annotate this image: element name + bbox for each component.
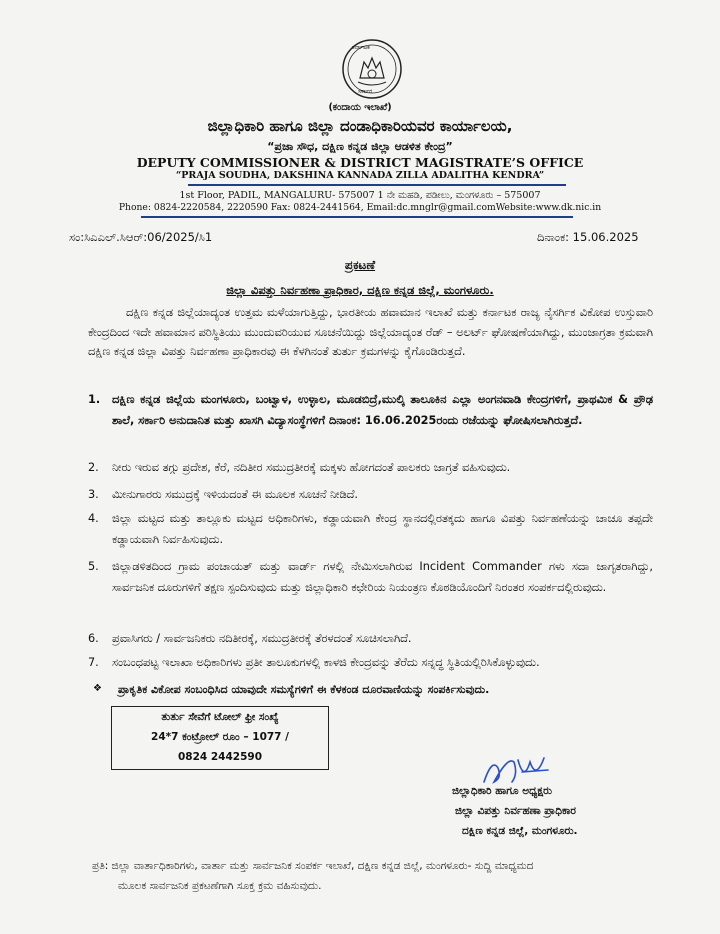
reference-number: ಸಂ:ಸಿಎಎಲ್.ಸಿಆರ್:06/2025/ಸಿ1: [69, 230, 213, 244]
helpline-box: [111, 706, 329, 770]
item-number-4: 4.: [88, 512, 99, 525]
office-floor-address: 1st Floor, PADIL, MANGALURU- 575007 1 ನೇ ಮಹಡಿ, ಪಡೀಲು, ಮಂಗಳೂರು – 575007: [179, 190, 541, 201]
item-number-1: 1.: [88, 393, 101, 406]
notice-item-3: ಮೀನುಗಾರರು ಸಮುದ್ರಕ್ಕೆ ಇಳಿಯದಂತೆ ಈ ಮೂಲಕ ಸೂಚನೆ ನೀಡಿದೆ.: [112, 488, 359, 501]
signature-scribble: [478, 752, 558, 788]
header-rule-bottom: [141, 216, 573, 218]
item-number-5: 5.: [88, 560, 99, 573]
signatory-location: ದಕ್ಷಿಣ ಕನ್ನಡ ಜಿಲ್ಲೆ, ಮಂಗಳೂರು.: [462, 825, 578, 837]
notice-item-7: ಸಂಬಂಧಪಟ್ಟ ಇಲಾಖಾ ಅಧಿಕಾರಿಗಳು ಪ್ರತೀ ತಾಲೂಕುಗಳಲ್ಲಿ ಕಾಳಜಿ ಕೇಂದ್ರವನ್ನು ತೆರೆದು ಸನ್ನದ್ಧ ಸ್ಥಿತಿಯಲ್ಲಿರಿಸಿಕೊಳ್ಳುವುದು.: [112, 656, 540, 669]
office-contact: Phone: 0824-2220584, 2220590 Fax: 0824-2441564, Email:dc.mnglr@gmail.comWebsite:www.dk.nic.in: [118, 202, 602, 213]
emblem-text-top: ಕರ್ನಾಟಕ: [352, 44, 370, 51]
notice-item-2: ನೀರು ಇರುವ ತಗ್ಗು ಪ್ರದೇಶ, ಕೆರೆ, ನದಿತೀರ ಸಮುದ್ರತೀರಕ್ಕೆ ಮಕ್ಕಳು ಹೋಗದಂತೆ ಪಾಲಕರು ಜಾಗ್ರತೆ ವಹಿಸುವುದು.: [112, 461, 511, 474]
office-title-kn: ಜಿಲ್ಲಾಧಿಕಾರಿ ಹಾಗೂ ಜಿಲ್ಲಾ ದಂಡಾಧಿಕಾರಿಯವರ ಕಾರ್ಯಾಲಯ,: [207, 117, 513, 135]
item-number-7: 7.: [88, 656, 99, 669]
office-address-en: “PRAJA SOUDHA, DAKSHINA KANNADA ZILLA ADALITHA KENDRA”: [175, 170, 545, 181]
signatory-authority: ಜಿಲ್ಲಾ ವಿಪತ್ತು ನಿರ್ವಹಣಾ ಪ್ರಾಧಿಕಾರ: [455, 805, 576, 817]
header-rule-top: [188, 184, 566, 186]
notice-title: ಪ್ರಕಟಣೆ: [344, 258, 376, 272]
notice-item-5: ಜಿಲ್ಲಾಡಳಿತದಿಂದ ಗ್ರಾಮ ಪಂಚಾಯತ್ ಮತ್ತು ವಾರ್ಡ್ ಗಳಲ್ಲಿ ನೇಮಿಸಲಾಗಿರುವ Incident Commander ಗಳು ಸದಾ ಜಾಗೃತರಾಗಿದ್ದು, ಸಾರ್ವಜನಿಕ ದೂರುಗಳಿಗೆ ತಕ್ಷಣ ಸ್ಪಂದಿಸುವುದು ಮತ್ತು ಜಿಲ್ಲಾಧಿಕಾರಿ ಕಛೇರಿಯ ನಿಯಂತ್ರಣ ಕೊಠಡಿಯೊಂದಿಗೆ ನಿರಂತರ ಸಂಪರ್ಕದಲ್ಲಿರುವುದು.: [112, 560, 653, 594]
copy-to-line-1: ಪ್ರತಿ: ಜಿಲ್ಲಾ ವಾರ್ತಾಧಿಕಾರಿಗಳು, ವಾರ್ತಾ ಮತ್ತು ಸಾರ್ವಜನಿಕ ಸಂಪರ್ಕ ಇಲಾಖೆ, ದಕ್ಷಿಣ ಕನ್ನಡ ಜಿಲ್ಲೆ, ಮಂಗಳೂರು- ಸುದ್ದಿ ಮಾಧ್ಯಮದ: [92, 860, 534, 872]
intro-paragraph: ದಕ್ಷಿಣ ಕನ್ನಡ ಜಿಲ್ಲೆಯಾದ್ಯಂತ ಉತ್ತಮ ಮಳೆಯಾಗುತ್ತಿದ್ದು, ಭಾರತೀಯ ಹವಾಮಾನ ಇಲಾಖೆ ಮತ್ತು ಕರ್ನಾಟಕ ರಾಜ್ಯ ನೈಸರ್ಗಿಕ ವಿಕೋಪ ಉಸ್ತುವಾರಿ ಕೇಂದ್ರದಿಂದ ಇದೇ ಹವಾಮಾನ ಪರಿಸ್ಥಿತಿಯು ಮುಂದುವರಿಯುವ ಸೂಚನೆಯಿದ್ದು ಜಿಲ್ಲೆಯಾದ್ಯಂತ ರೆಡ್ – ಅಲರ್ಟ್ ಘೋಷಣೆಯಾಗಿದ್ದು, ಮುಂಜಾಗ್ರತಾ ಕ್ರಮವಾಗಿ ದಕ್ಷಿಣ ಕನ್ನಡ ಜಿಲ್ಲಾ ವಿಪತ್ತು ನಿರ್ವಹಣಾ ಪ್ರಾಧಿಕಾರವು ಈ ಕೆಳಗಿನಂತೆ ತುರ್ತು ಕ್ರಮಗಳನ್ನು ಕೈಗೊಂಡಿರುತ್ತದೆ.: [88, 306, 653, 358]
copy-to-line-2: ಮೂಲಕ ಸಾರ್ವಜನಿಕ ಪ್ರಕಟಣೆಗಾಗಿ ಸೂಕ್ತ ಕ್ರಮ ವಹಿಸುವುದು.: [118, 880, 322, 892]
helpline-label: ತುರ್ತು ಸೇವೆಗೆ ಟೋಲ್ ಫ್ರೀ ಸಂಖ್ಯೆ: [161, 711, 279, 723]
department: (ಕಂದಾಯ ಇಲಾಖೆ): [328, 102, 392, 113]
notice-item-1: ದಕ್ಷಿಣ ಕನ್ನಡ ಜಿಲ್ಲೆಯ ಮಂಗಳೂರು, ಬಂಟ್ವಾಳ, ಉಳ್ಳಾಲ, ಮೂಡಬಿದ್ರೆ,ಮುಲ್ಕಿ ತಾಲೂಕಿನ ಎಲ್ಲಾ ಅಂಗನವಾಡಿ ಕೇಂದ್ರಗಳಿಗೆ, ಪ್ರಾಥಮಿಕ & ಪ್ರೌಢ ಶಾಲೆ, ಸರ್ಕಾರಿ ಅನುದಾನಿತ ಮತ್ತು ಖಾಸಗಿ ವಿದ್ಯಾಸಂಸ್ಥೆಗಳಿಗೆ ದಿನಾಂಕ: 16.06.2025ರಂದು ರಜೆಯನ್ನು ಘೋಷಿಸಲಾಗಿರುತ್ತದೆ.: [112, 393, 653, 427]
emblem-text-bottom: ಸರ್ಕಾರ: [358, 88, 373, 95]
office-title-en: DEPUTY COMMISSIONER & DISTRICT MAGISTRATE’S OFFICE: [136, 155, 584, 170]
item-number-6: 6.: [88, 632, 99, 645]
helpline-phone: 0824 2442590: [177, 751, 263, 763]
notice-item-4: ಜಿಲ್ಲಾ ಮಟ್ಟದ ಮತ್ತು ತಾಲ್ಲೂಕು ಮಟ್ಟದ ಅಧಿಕಾರಿಗಳು, ಕಡ್ಡಾಯವಾಗಿ ಕೇಂದ್ರ ಸ್ಥಾನದಲ್ಲಿರತಕ್ಕದು ಹಾಗೂ ವಿಪತ್ತು ನಿರ್ವಹಣೆಯನ್ನು ಚಾಚೂ ತಪ್ಪದೇ ಕಡ್ಡಾಯವಾಗಿ ನಿರ್ವಹಿಸುವುದು.: [112, 512, 653, 546]
item-number-2: 2.: [88, 461, 99, 474]
notice-date: ದಿನಾಂಕ: 15.06.2025: [537, 230, 639, 244]
diamond-bullet-icon: ❖: [93, 683, 102, 694]
office-address-kn: “ಪ್ರಜಾ ಸೌಧ, ದಕ್ಷಿಣ ಕನ್ನಡ ಜಿಲ್ಲಾ ಆಡಳಿತ ಕೇಂದ್ರ”: [267, 140, 453, 153]
notice-item-6: ಪ್ರವಾಸಿಗರು / ಸಾರ್ವಜನಿಕರು ನದಿತೀರಕ್ಕೆ, ಸಮುದ್ರತೀರಕ್ಕೆ ತೆರಳದಂತೆ ಸೂಚಿಸಲಾಗಿದೆ.: [112, 632, 412, 645]
notice-subtitle: ಜಿಲ್ಲಾ ವಿಪತ್ತು ನಿರ್ವಹಣಾ ಪ್ರಾಧಿಕಾರ, ದಕ್ಷಿಣ ಕನ್ನಡ ಜಿಲ್ಲೆ, ಮಂಗಳೂರು.: [226, 283, 494, 297]
contact-instruction: ಪ್ರಾಕೃತಿಕ ವಿಕೋಪ ಸಂಬಂಧಿಸಿದ ಯಾವುದೇ ಸಮಸ್ಯೆಗಳಿಗೆ ಈ ಕೆಳಕಂಡ ದೂರವಾಣಿಯನ್ನು ಸಂಪರ್ಕಿಸುವುದು.: [118, 683, 490, 696]
helpline-control-room: 24*7 ಕಂಟ್ರೋಲ್ ರೂಂ – 1077 /: [151, 731, 289, 743]
signatory-title: ಜಿಲ್ಲಾಧಿಕಾರಿ ಹಾಗೂ ಅಧ್ಯಕ್ಷರು: [452, 785, 552, 797]
item-number-3: 3.: [88, 488, 99, 501]
